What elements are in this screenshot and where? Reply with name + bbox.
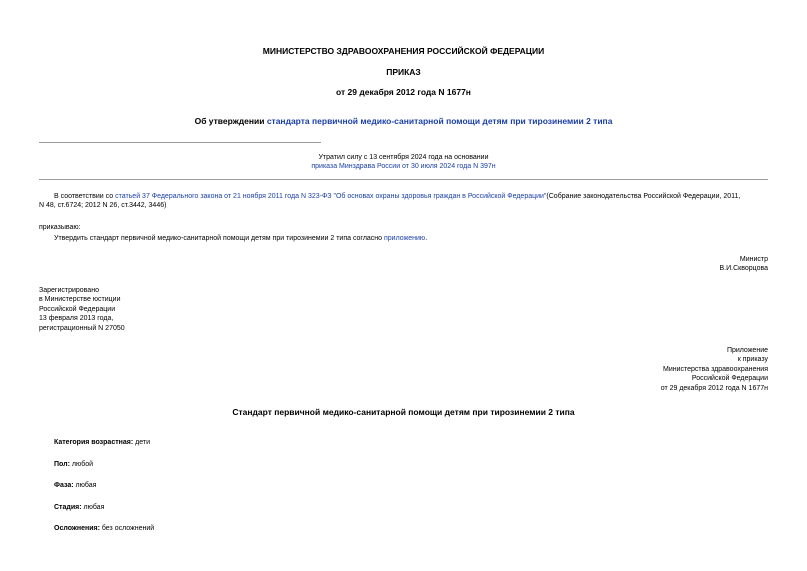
- signature-name: В.И.Скворцова: [719, 265, 768, 273]
- appendix-line: от 29 декабря 2012 года N 1677н: [660, 384, 768, 392]
- divider-full: [39, 179, 768, 180]
- preamble-line-2: N 48, ст.6724; 2012 N 26, ст.3442, 3446): [39, 202, 167, 210]
- ministry-heading: МИНИСТЕРСТВО ЗДРАВООХРАНЕНИЯ РОССИЙСКОЙ ФЕДЕРАЦИИ: [262, 46, 545, 56]
- divider-short: [39, 142, 321, 143]
- appendix-link[interactable]: приложению: [384, 235, 426, 242]
- field-phase: [54, 481, 96, 490]
- registration-line: Российской Федерации: [39, 305, 116, 313]
- field-value: любая: [73, 482, 97, 489]
- registration-line: 13 февраля 2013 года,: [39, 315, 114, 323]
- appendix-line: Приложение: [726, 347, 768, 354]
- order-end: .: [425, 235, 428, 242]
- repeal-notice-text: Утратил силу с 13 сентября 2024 года на основании: [318, 154, 489, 161]
- appendix-block: [661, 346, 768, 393]
- order-verb: приказываю:: [39, 224, 81, 231]
- field-value: без осложнений: [99, 525, 155, 532]
- doc-date-number: от 29 декабря 2012 года N 1677н: [336, 87, 471, 97]
- field-label: Осложнения:: [54, 525, 100, 532]
- doc-title-link[interactable]: стандарта первичной медико-санитарной помощи детям при тирозинемии 2 типа: [266, 116, 613, 126]
- doc-title-prefix: Об утверждении: [194, 116, 267, 126]
- registration-line: регистрационный N 27050: [39, 324, 125, 332]
- field-sex: [54, 460, 93, 469]
- preamble-rest: (Собрание законодательства Российской Федерации, 2011,: [546, 193, 741, 200]
- field-age-category: [54, 438, 150, 447]
- field-label: Пол:: [54, 461, 70, 468]
- field-stage: [54, 503, 104, 512]
- field-value: любой: [69, 461, 94, 468]
- field-label: Категория возрастная:: [54, 439, 134, 446]
- preamble-law-link[interactable]: статьей 37 Федерального закона от 21 ноября 2011 года N 323-ФЗ "Об основах охраны здоровья граждан в Российской Федерации": [115, 193, 547, 200]
- registration-block: [39, 286, 125, 333]
- appendix-line: Российской Федерации: [691, 375, 768, 383]
- registration-line: Зарегистрировано: [39, 287, 99, 294]
- standard-title: Стандарт первичной медико-санитарной помощи детям при тирозинемии 2 типа: [232, 407, 575, 417]
- repeal-notice: [0, 153, 807, 172]
- field-complications: [54, 524, 154, 533]
- appendix-line: Министерства здравоохранения: [663, 365, 768, 373]
- doc-type-heading: ПРИКАЗ: [386, 67, 421, 77]
- field-label: Стадия:: [54, 504, 82, 511]
- doc-title: [0, 116, 807, 127]
- field-value: любая: [81, 504, 105, 511]
- registration-line: в Министерстве юстиции: [39, 296, 121, 304]
- order-text: [54, 234, 427, 243]
- preamble-line-1: [39, 192, 769, 201]
- signature: [720, 255, 769, 274]
- appendix-line: к приказу: [737, 356, 768, 364]
- order-body: Утвердить стандарт первичной медико-санитарной помощи детям при тирозинемии 2 типа согласно: [54, 235, 384, 242]
- signature-role: Министр: [739, 256, 768, 263]
- field-label: Фаза:: [54, 482, 74, 489]
- repeal-notice-link[interactable]: приказа Минздрава России от 30 июля 2024 года N 397н: [311, 163, 496, 171]
- field-value: дети: [133, 439, 150, 446]
- preamble-intro: В соответствии со: [54, 193, 116, 200]
- preamble: [39, 192, 769, 211]
